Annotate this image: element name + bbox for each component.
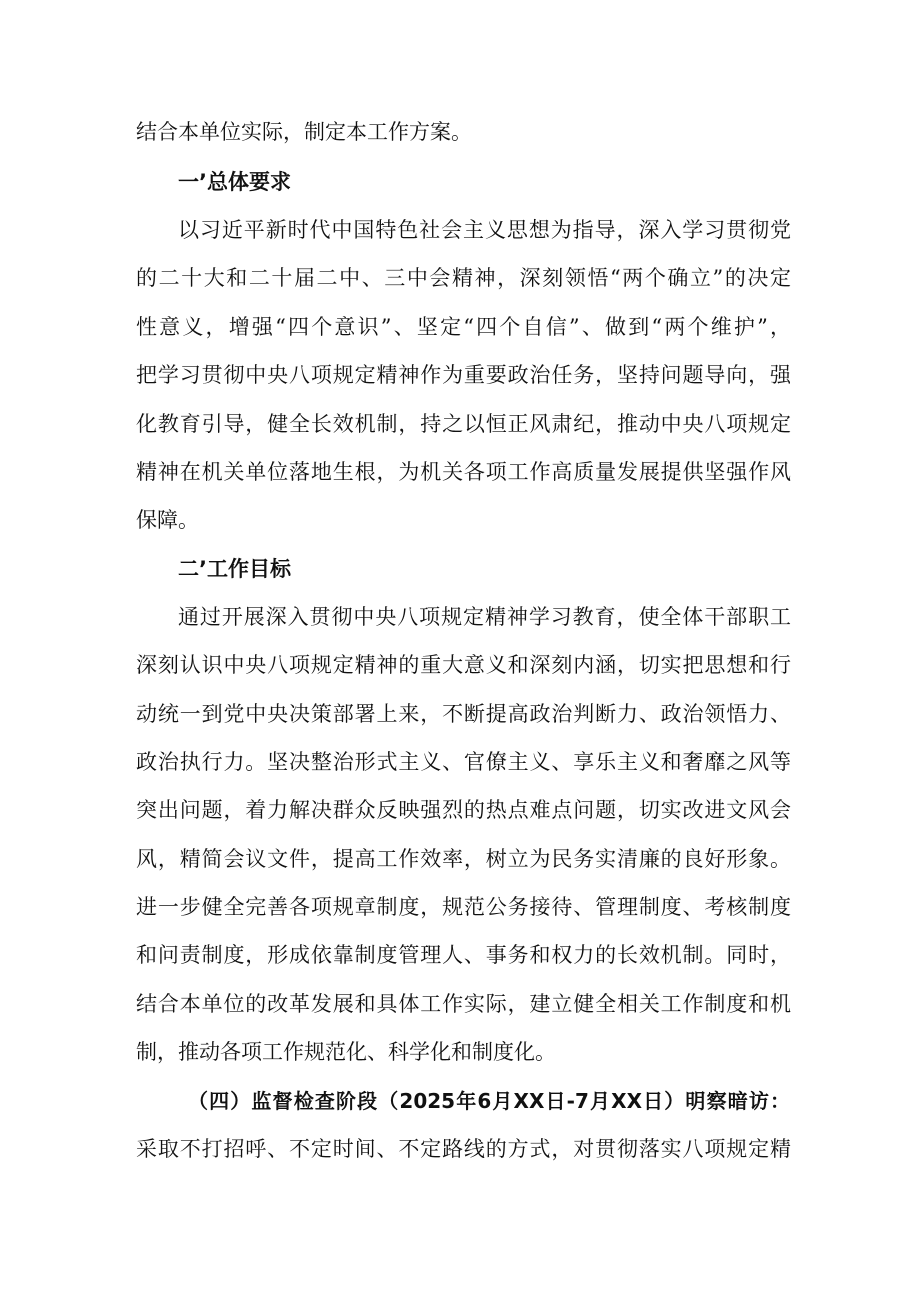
section-heading-general-requirements: 一’总体要求	[178, 170, 291, 194]
paragraph-line: 化教育引导，健全长效机制，持之以恒正风肃纪，推动中央八项规定	[136, 412, 791, 436]
paragraph-line: 把学习贯彻中央八项规定精神作为重要政治任务，坚持问题导向，强	[136, 363, 791, 387]
paragraph-line: 结合本单位的改革发展和具体工作实际，建立健全相关工作制度和机	[136, 992, 791, 1016]
paragraph-line: 的二十大和二十届二中、三中会精神，深刻领悟“两个确立”的决定	[136, 266, 791, 290]
paragraph-line: 政治执行力。坚决整治形式主义、官僚主义、享乐主义和奢靡之风等	[136, 750, 791, 774]
paragraph-line: 进一步健全完善各项规章制度，规范公务接待、管理制度、考核制度	[136, 895, 791, 919]
paragraph-line: 保障。	[136, 508, 199, 532]
paragraph-line: 突出问题，着力解决群众反映强烈的热点难点问题，切实改进文风会	[136, 798, 791, 822]
stage-heading-supervision: （四）监督检查阶段（2025年6月XX日-7月XX日）明察暗访：	[188, 1089, 790, 1113]
paragraph-line: 动统一到党中央决策部署上来，不断提高政治判断力、政治领悟力、	[136, 702, 791, 726]
paragraph-line: 精神在机关单位落地生根，为机关各项工作高质量发展提供坚强作风	[136, 460, 791, 484]
paragraph-line: 风，精简会议文件，提高工作效率，树立为民务实清廉的良好形象。	[136, 847, 791, 871]
paragraph-line: 和问责制度，形成依靠制度管理人、事务和权力的长效机制。同时，	[136, 943, 791, 967]
section-heading-work-goals: 二’工作目标	[178, 557, 291, 581]
paragraph-line: 深刻认识中央八项规定精神的重大意义和深刻内涵，切实把思想和行	[136, 653, 791, 677]
paragraph-line: 以习近平新时代中国特色社会主义思想为指导，深入学习贯彻党	[178, 218, 791, 242]
paragraph-line: 通过开展深入贯彻中央八项规定精神学习教育，使全体干部职工	[178, 605, 791, 629]
paragraph-line: 性意义，增强“四个意识”、坚定“四个自信”、做到“两个维护”，	[136, 315, 791, 339]
paragraph-line: 制，推动各项工作规范化、科学化和制度化。	[136, 1040, 556, 1064]
paragraph-line: 采取不打招呼、不定时间、不定路线的方式，对贯彻落实八项规定精	[136, 1137, 791, 1161]
intro-line: 结合本单位实际，制定本工作方案。	[136, 120, 472, 144]
